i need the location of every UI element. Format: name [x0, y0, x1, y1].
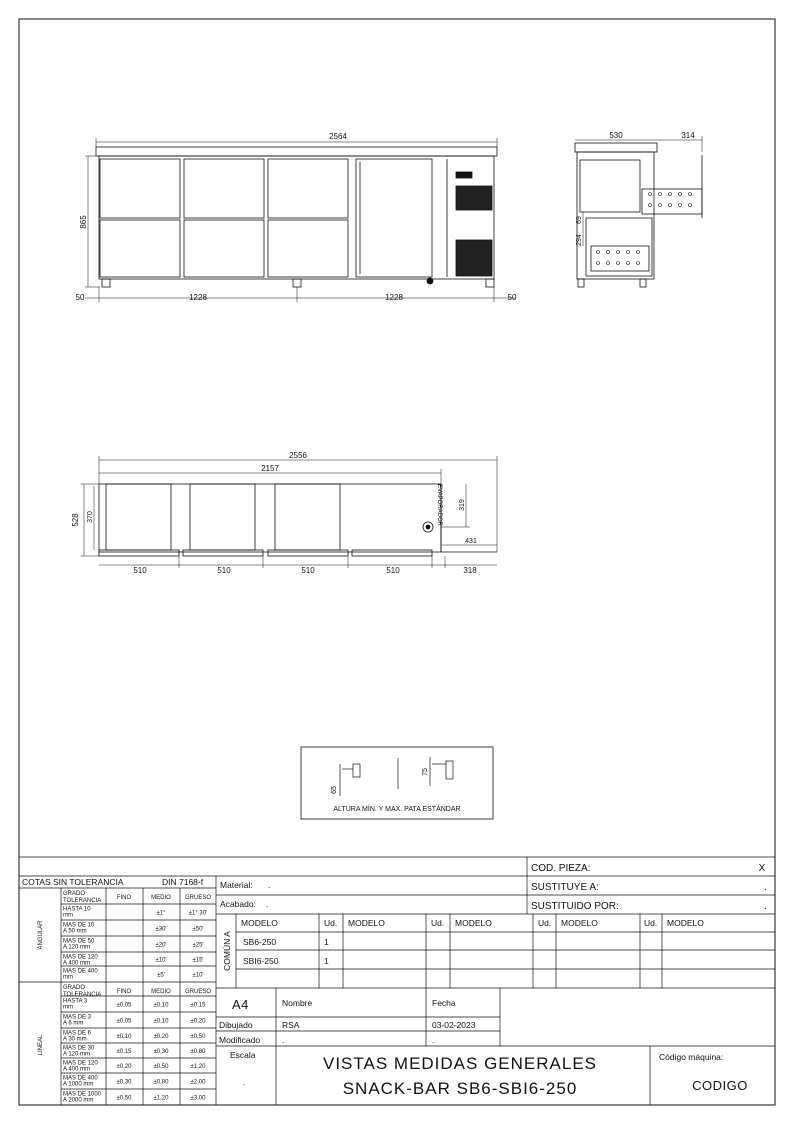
- lineal-row-range: HASTA 3: [63, 998, 88, 1005]
- modelo-header-1: MODELO: [241, 918, 278, 928]
- plan-drawer-width-4: 510: [386, 566, 400, 575]
- angular-row-grueso: ±25': [192, 942, 204, 949]
- sustituido-label: SUSTITUIDO POR:: [531, 901, 619, 912]
- lineal-row-range-cont: A 120 mm: [63, 1051, 91, 1058]
- modelo-header-3: MODELO: [455, 918, 492, 928]
- lineal-header-tolerancia: TOLERANCIA: [63, 992, 102, 998]
- model-row-2-ud: 1: [324, 956, 329, 966]
- angular-row-medio: ±10': [155, 957, 167, 964]
- front-view: [96, 147, 497, 287]
- lineal-header-grueso: GRUESO: [184, 989, 212, 995]
- lineal-row-grueso: ±2,00: [190, 1079, 206, 1086]
- cod-pieza-value: X: [758, 863, 766, 874]
- angular-row-range: MAS DE 10: [63, 922, 95, 929]
- lineal-row-grueso: ±1,20: [190, 1064, 206, 1070]
- lineal-row-grueso: ±0,80: [190, 1049, 206, 1055]
- plan-evap-height-dim: 319: [459, 499, 466, 511]
- lineal-row-fino: ±0,10: [116, 1034, 132, 1040]
- lineal-row-medio: ±0,30: [153, 1049, 169, 1055]
- cotas-label: COTAS SIN TOLERANCIA: [22, 877, 124, 887]
- side-view-dimensions: [575, 136, 702, 246]
- angular-row-medio: ±30': [155, 926, 167, 933]
- front-right-margin-dim: 50: [507, 293, 517, 302]
- model-row-2-name: SBI6-250: [243, 956, 279, 966]
- fecha-label: Fecha: [432, 998, 456, 1008]
- angular-row-range-cont: mm: [63, 912, 73, 919]
- lineal-row-fino: ±0,05: [116, 1002, 132, 1009]
- modificado-nombre: .: [282, 1035, 285, 1045]
- lineal-row-fino: ±0,50: [116, 1095, 132, 1102]
- leg-detail-caption: ALTURA MÍN. Y MAX. PATA ESTÁNDAR: [333, 806, 461, 813]
- lineal-row-range: MAS DE 30: [63, 1045, 95, 1052]
- lineal-row-grueso: ±0,20: [190, 1018, 206, 1025]
- acabado-value: .: [266, 899, 269, 909]
- front-overall-dim: 2564: [329, 132, 347, 141]
- plan-inner-dim: 2157: [261, 464, 279, 473]
- lineal-row-range: MAS DE 6: [63, 1030, 92, 1037]
- modificado-fecha: .: [432, 1035, 435, 1045]
- plan-height-dim: 528: [71, 513, 80, 527]
- leg-min-dim: 65: [331, 786, 338, 794]
- angular-row-range-cont: mm: [63, 974, 73, 981]
- front-left-margin-dim: 50: [75, 293, 85, 302]
- lineal-row-fino: ±0,15: [116, 1049, 132, 1055]
- plan-drawer-height-dim: 370: [87, 511, 94, 523]
- plan-drawer-width-3: 510: [301, 566, 315, 575]
- angular-row-grueso: ±10': [192, 972, 204, 979]
- lineal-row-range: MAS DE 1000: [63, 1091, 102, 1098]
- evaporator-label: EVAPORADOR: [436, 484, 442, 526]
- front-height-dim: 865: [79, 215, 88, 229]
- lineal-row-fino: ±0,30: [116, 1079, 132, 1086]
- din-label: DIN 7168-f: [162, 877, 204, 887]
- ud-header-2: Ud.: [431, 918, 445, 928]
- lineal-row-range-cont: A 400 mm: [63, 1066, 91, 1073]
- side-overhang-dim: 314: [681, 131, 695, 140]
- angular-row-grueso: ±50': [192, 926, 204, 933]
- lineal-row-medio: ±0,50: [153, 1064, 169, 1070]
- dibujado-label: Dibujado: [219, 1020, 253, 1030]
- lineal-row-grueso: ±0,15: [190, 1002, 206, 1009]
- angular-row-medio: ±5': [157, 972, 165, 979]
- plan-view-dimensions: [81, 456, 497, 568]
- lineal-header-fino: FINO: [116, 989, 132, 995]
- front-span-right-dim: 1228: [385, 293, 403, 302]
- modelo-header-4: MODELO: [561, 918, 598, 928]
- drawing-title-line1: VISTAS MEDIDAS GENERALES: [322, 1054, 598, 1073]
- model-row-1-name: SB6-250: [243, 937, 277, 947]
- codigo-value: CODIGO: [692, 1078, 748, 1093]
- side-view-holes: [597, 193, 692, 265]
- leg-max-dim: 75: [422, 768, 429, 776]
- side-dim-69: 69: [576, 216, 583, 224]
- material-value: .: [268, 880, 271, 890]
- lineal-header-grado: GRADO: [63, 985, 86, 991]
- angular-row-range: MAS DE 400: [63, 968, 98, 975]
- format-label: A4: [232, 997, 249, 1012]
- angular-row-grueso: ±1° 30': [188, 910, 208, 917]
- modelo-header-2: MODELO: [348, 918, 385, 928]
- angular-row-medio: ±20': [155, 942, 167, 949]
- lineal-row-range-cont: A 30 mm: [63, 1036, 87, 1043]
- lineal-row-range-cont: mm: [63, 1004, 73, 1011]
- comun-label: COMÚN A: [222, 931, 232, 971]
- angular-header-grado: GRADO: [63, 891, 86, 897]
- model-row-1-ud: 1: [324, 937, 329, 947]
- angular-row-range: MAS DE 50: [63, 938, 95, 945]
- angular-header-grueso: GRUESO: [184, 895, 212, 901]
- side-dim-294: 294: [576, 234, 583, 246]
- plan-right-section-dim: 318: [463, 566, 477, 575]
- lineal-row-medio: ±1,20: [153, 1095, 169, 1102]
- ud-header-1: Ud.: [324, 918, 338, 928]
- lineal-row-medio: ±0,10: [153, 1002, 169, 1009]
- ud-header-4: Ud.: [644, 918, 658, 928]
- nombre-label: Nombre: [282, 998, 313, 1008]
- drawing-title-line2: SNACK-BAR SB6-SBI6-250: [342, 1079, 578, 1098]
- escala-value: .: [243, 1077, 246, 1087]
- lineal-row-range: MAS DE 120: [63, 1060, 98, 1067]
- plan-overall-dim: 2556: [289, 451, 307, 460]
- side-depth-dim: 530: [609, 131, 623, 140]
- angular-row-range: MAS DE 120: [63, 954, 98, 961]
- lineal-row-range: MAS DE 3: [63, 1014, 92, 1021]
- angular-header-fino: FINO: [116, 895, 132, 901]
- lineal-side-label: LINEAL: [38, 1034, 44, 1056]
- codigo-label: Código máquina:: [659, 1052, 724, 1062]
- material-label: Material:: [220, 880, 253, 890]
- angular-row-range-cont: A 120 mm: [63, 944, 91, 951]
- side-view: [575, 143, 702, 287]
- lineal-row-fino: ±0,20: [116, 1064, 132, 1070]
- plan-evap-offset-dim: 431: [465, 538, 477, 545]
- lineal-row-medio: ±0,10: [153, 1018, 169, 1025]
- dibujado-value: RSA: [282, 1020, 300, 1030]
- lineal-row-range: MAS DE 400: [63, 1075, 98, 1082]
- sustituye-value: .: [764, 882, 767, 893]
- escala-label: Escala: [230, 1050, 256, 1060]
- lineal-row-range-cont: A 6 mm: [63, 1020, 84, 1027]
- cod-pieza-label: COD. PIEZA:: [531, 863, 591, 874]
- angular-header-medio: MEDIO: [151, 895, 171, 901]
- ud-header-3: Ud.: [538, 918, 552, 928]
- sustituido-value: .: [764, 901, 767, 912]
- lineal-row-range-cont: A 1000 mm: [63, 1081, 94, 1088]
- lineal-row-grueso: ±0,50: [190, 1034, 206, 1040]
- acabado-label: Acabado:: [220, 899, 256, 909]
- lineal-header-medio: MEDIO: [151, 989, 171, 995]
- front-span-left-dim: 1228: [189, 293, 207, 302]
- modelo-header-5: MODELO: [667, 918, 704, 928]
- angular-header-tolerancia: TOLERANCIA: [63, 898, 102, 904]
- plan-drawer-width-2: 510: [217, 566, 231, 575]
- lineal-row-medio: ±0,20: [153, 1034, 169, 1040]
- angular-side-label: ANGULAR: [38, 920, 44, 950]
- lineal-row-medio: ±0,80: [153, 1079, 169, 1086]
- angular-row-range: HASTA 10: [63, 906, 91, 913]
- angular-row-grueso: ±15': [192, 957, 204, 964]
- sustituye-label: SUSTITUYE A:: [531, 882, 599, 893]
- leg-detail: [340, 757, 453, 796]
- angular-row-medio: ±1°: [156, 910, 166, 917]
- sheet-border: [19, 19, 775, 1105]
- lineal-row-fino: ±0,05: [116, 1018, 132, 1025]
- angular-row-range-cont: A 50 mm: [63, 928, 87, 935]
- plan-drawer-width-1: 510: [133, 566, 147, 575]
- angular-row-range-cont: A 400 mm: [63, 960, 91, 967]
- lineal-row-range-cont: A 2000 mm: [63, 1097, 94, 1104]
- lineal-row-grueso: ±3,00: [190, 1095, 206, 1102]
- modificado-label: Modificado: [219, 1035, 261, 1045]
- tolerance-tables: [63, 891, 211, 1104]
- fecha-value: 03-02-2023: [432, 1020, 476, 1030]
